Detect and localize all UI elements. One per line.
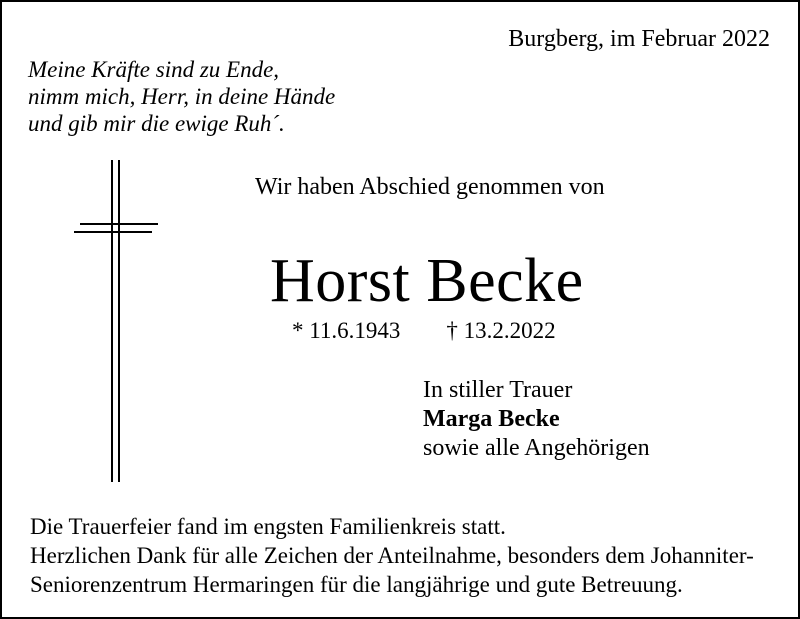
footer-line: Seniorenzentrum Hermaringen für die langjährige und gute Betreuung. [30,572,683,597]
verse-line: Meine Kräfte sind zu Ende, [28,57,280,82]
verse [28,56,335,137]
verse-line: nimm mich, Herr, in deine Hände [28,84,336,109]
deceased-name: Horst Becke [270,247,584,315]
death-date: † 13.2.2022 [446,318,556,343]
birth-date: * 11.6.1943 [292,318,401,343]
announcement-intro: Wir haben Abschied genommen von [255,174,605,200]
cross-icon [74,160,162,482]
footer-line: Die Trauerfeier fand im engsten Familienkreis statt. [30,514,506,539]
life-dates [292,316,556,346]
footer-text [30,512,754,599]
place-date: Burgberg, im Februar 2022 [508,26,770,52]
mourner-name: Marga Becke [423,406,560,432]
mourners-intro: In stiller Trauer [423,377,573,403]
mourners-others: sowie alle Angehörigen [423,435,650,461]
verse-line: und gib mir die ewige Ruh´. [28,111,285,136]
footer-line: Herzlichen Dank für alle Zeichen der Anteilnahme, besonders dem Johanniter- [30,543,754,568]
mourners [423,376,650,463]
